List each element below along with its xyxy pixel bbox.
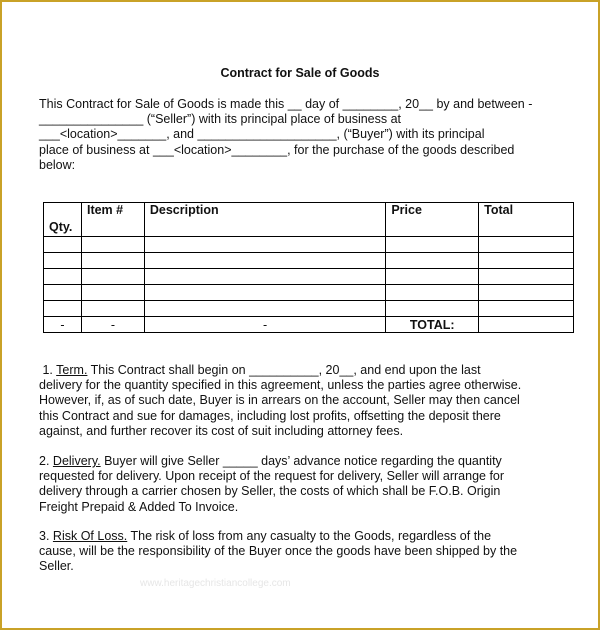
table-header-row [44, 203, 574, 237]
table-cell[interactable] [144, 253, 385, 269]
table-cell[interactable] [144, 237, 385, 253]
table-cell[interactable] [44, 237, 82, 253]
total-value-cell[interactable] [479, 317, 574, 333]
intro-paragraph [39, 97, 559, 173]
table-row [44, 253, 574, 269]
table-cell[interactable] [44, 285, 82, 301]
table-footer-row [44, 317, 574, 333]
table-cell[interactable] [81, 285, 144, 301]
clause-heading: Term. [56, 363, 88, 377]
table-cell[interactable] [479, 285, 574, 301]
intro-line: This Contract for Sale of Goods is made this __ day of ________, 20__ by and between - [39, 97, 533, 111]
table-cell[interactable] [144, 269, 385, 285]
footer-cell-description: - [144, 317, 385, 333]
clause-line: delivery through a carrier chosen by Seller, the costs of which shall be F.O.B. Origin [39, 484, 501, 499]
clause-line: against, and further recover its cost of suit including attorney fees. [39, 423, 404, 438]
clause-heading: Risk Of Loss. [52, 529, 128, 543]
clause-delivery [39, 454, 559, 515]
table-row [44, 285, 574, 301]
clause-line [39, 363, 559, 378]
clause-line: Seller. [39, 559, 74, 574]
watermark: www.heritagechristiancollege.com [140, 578, 291, 589]
clause-heading: Delivery. [52, 454, 101, 468]
table-cell[interactable] [144, 285, 385, 301]
clause-line: However, if, as of such date, Buyer is in arrears on the account, Seller may then cancel [39, 393, 520, 408]
table-cell[interactable] [479, 301, 574, 317]
table-cell[interactable] [81, 237, 144, 253]
goods-table [43, 202, 574, 333]
table-cell[interactable] [81, 301, 144, 317]
table-cell[interactable] [386, 301, 479, 317]
table-cell[interactable] [44, 269, 82, 285]
clause-line: this Contract and sue for damages, including lost profits, offsetting the deposit there [39, 408, 501, 423]
table-cell[interactable] [386, 269, 479, 285]
table-row [44, 237, 574, 253]
footer-cell-qty: - [44, 317, 82, 333]
clause-text: This Contract shall begin on __________, 20__, and end upon the last [87, 363, 481, 377]
column-header-qty: Qty. [44, 203, 82, 237]
intro-line: ___<location>_______, and ____________________, (“Buyer”) with its principal [39, 127, 485, 142]
table-cell[interactable] [386, 237, 479, 253]
clause-text: The risk of loss from any casualty to the Goods, regardless of the [127, 529, 492, 543]
clause-line: delivery for the quantity specified in this agreement, unless the parties agree otherwise. [39, 378, 522, 393]
clause-term [39, 363, 559, 439]
table-cell[interactable] [44, 253, 82, 269]
clause-number: 1. [42, 363, 53, 377]
total-label: TOTAL: [386, 317, 479, 333]
table-cell[interactable] [479, 269, 574, 285]
column-header-item: Item # [81, 203, 144, 237]
clause-line [39, 529, 559, 544]
footer-cell-item: - [81, 317, 144, 333]
document-title: Contract for Sale of Goods [220, 66, 380, 80]
clause-line: requested for delivery. Upon receipt of the request for delivery, Seller will arrange for [39, 469, 505, 484]
table-cell[interactable] [479, 237, 574, 253]
table-cell[interactable] [81, 269, 144, 285]
clause-number: 2. [39, 454, 50, 468]
table-row [44, 301, 574, 317]
table-cell[interactable] [386, 253, 479, 269]
intro-line: below: [39, 157, 76, 172]
column-header-price: Price [386, 203, 479, 237]
column-header-description: Description [144, 203, 385, 237]
table-cell[interactable] [386, 285, 479, 301]
column-header-total: Total [479, 203, 574, 237]
clause-line: Freight Prepaid & Added To Invoice. [39, 499, 239, 514]
table-cell[interactable] [81, 253, 144, 269]
table-cell[interactable] [479, 253, 574, 269]
table-row [44, 269, 574, 285]
table-cell[interactable] [144, 301, 385, 317]
intro-line: place of business at ___<location>________, for the purchase of the goods described [39, 142, 515, 157]
clause-line [39, 454, 559, 469]
clause-number: 3. [39, 529, 50, 543]
clause-text: Buyer will give Seller _____ days’ advance notice regarding the quantity [100, 454, 502, 468]
clause-risk-of-loss [39, 529, 559, 575]
table-cell[interactable] [44, 301, 82, 317]
clause-line: cause, will be the responsibility of the Buyer once the goods have been shipped by the [39, 544, 518, 559]
intro-line: _______________ (“Seller”) with its principal place of business at [39, 112, 402, 127]
